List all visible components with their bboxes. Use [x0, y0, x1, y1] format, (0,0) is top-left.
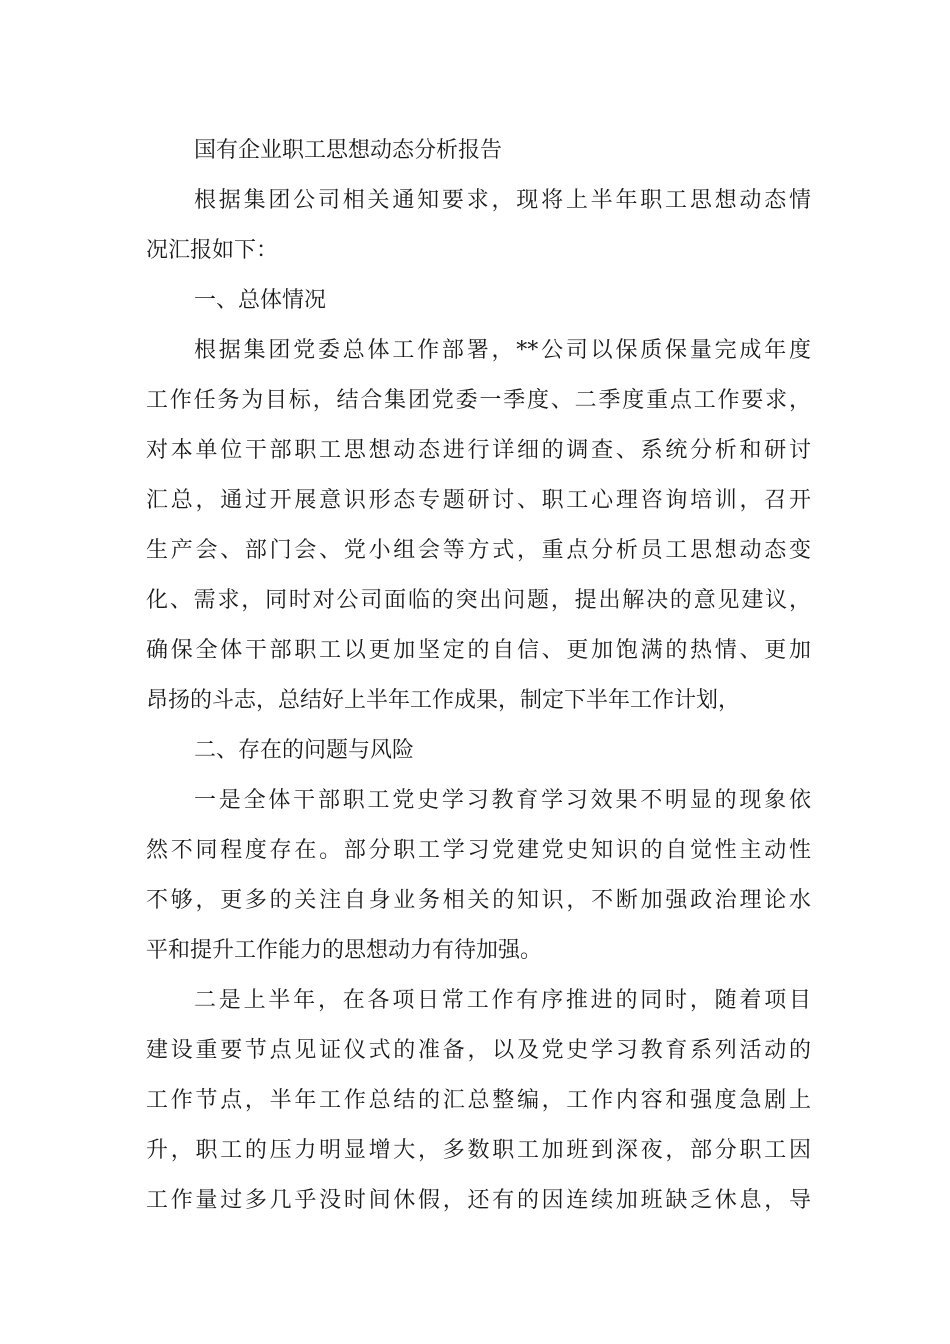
paragraph-line: 生产会、部门会、党小组会等方式，重点分析员工思想动态变	[146, 538, 811, 563]
paragraph-line: 升，职工的压力明显增大，多数职工加班到深夜，部分职工因	[146, 1138, 811, 1163]
section-heading-overall: 一、总体情况	[194, 288, 327, 313]
paragraph-line: 汇总，通过开展意识形态专题研讨、职工心理咨询培训，召开	[146, 488, 811, 513]
paragraph-line: 工作节点，半年工作总结的汇总整编，工作内容和强度急剧上	[146, 1088, 811, 1113]
paragraph-line: 昂扬的斗志，总结好上半年工作成果，制定下半年工作计划，	[146, 688, 741, 713]
paragraph-line: 根据集团党委总体工作部署，**公司以保质保量完成年度	[194, 338, 811, 363]
paragraph-line: 对本单位干部职工思想动态进行详细的调查、系统分析和研讨	[146, 438, 811, 463]
paragraph-line: 化、需求，同时对公司面临的突出问题，提出解决的意见建议，	[146, 588, 811, 613]
intro-line: 况汇报如下：	[146, 238, 279, 263]
document-title: 国有企业职工思想动态分析报告	[194, 138, 503, 163]
paragraph-line: 一是全体干部职工党史学习教育学习效果不明显的现象依	[194, 788, 811, 813]
paragraph-line: 平和提升工作能力的思想动力有待加强。	[146, 938, 543, 963]
intro-line: 根据集团公司相关通知要求，现将上半年职工思想动态情	[194, 188, 811, 213]
paragraph-line: 确保全体干部职工以更加坚定的自信、更加饱满的热情、更加	[146, 638, 811, 663]
paragraph-line: 工作量过多几乎没时间休假，还有的因连续加班缺乏休息，导	[146, 1188, 811, 1213]
paragraph-line: 不够，更多的关注自身业务相关的知识，不断加强政治理论水	[146, 888, 811, 913]
paragraph-line: 工作任务为目标，结合集团党委一季度、二季度重点工作要求，	[146, 388, 811, 413]
section-heading-problems: 二、存在的问题与风险	[194, 738, 415, 763]
paragraph-line: 然不同程度存在。部分职工学习党建党史知识的自觉性主动性	[146, 838, 811, 863]
document-body	[146, 126, 811, 1226]
paragraph-line: 建设重要节点见证仪式的准备，以及党史学习教育系列活动的	[146, 1038, 811, 1063]
paragraph-line: 二是上半年，在各项日常工作有序推进的同时，随着项目	[194, 988, 811, 1013]
